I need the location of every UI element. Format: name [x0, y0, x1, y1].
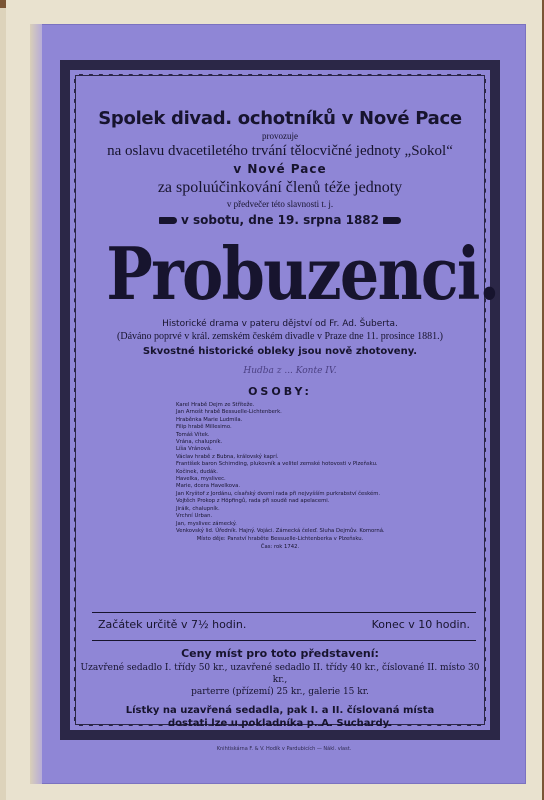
cast-item: Marie, dcera Havelkova.	[176, 483, 241, 490]
cast-item: Havelka, myslivec.	[176, 476, 226, 483]
printer-credit: Knihtiskárna F. & V. Hodík v Pardubicích — Nákl. vlast.	[216, 746, 352, 752]
occasion-text: na oslavu dvacetiletého trvání tělocvičné jednoty „Sokol“	[107, 143, 453, 159]
prices-section	[78, 646, 482, 730]
pointing-hand-right-icon	[383, 217, 401, 224]
divider-top	[92, 612, 476, 613]
cast-item: Venkovský lid. Úředník. Hajný. Vojáci. Zámecká čeleď. Sluha Dejmův. Komorná.	[176, 527, 385, 534]
date-line	[78, 210, 482, 230]
tickets-line-1: Lístky na uzavřená sedadla, pak I. a II. číslovaná místa	[125, 705, 435, 716]
tickets-line-2: dostati lze u pokladníka p. A. Suchardy.	[168, 718, 392, 729]
play-title: Probuzenci.	[106, 231, 499, 316]
play-subtitle: Historické drama v pateru dějství od Fr. Ad. Šuberta.	[162, 319, 398, 329]
cast-item: Karel Hrabě Dejm ze Stříteže.	[176, 402, 255, 408]
cast-item: Jan, myslivec zámecký.	[176, 520, 237, 527]
cast-item: Vrchní Urban.	[176, 513, 213, 520]
prices-line-1: Uzavřené sedadlo I. třídy 50 kr., uzavřené sedadlo II. třídy 40 kr., číslované II. místo 30 kr.,	[80, 663, 480, 685]
cast-heading: OSOBY:	[248, 385, 312, 398]
cast-item: Kočinek, dudák.	[176, 468, 218, 475]
cast-item: Tomáš Vítek.	[176, 431, 210, 438]
handwritten-note: Hudba z ... Konte IV.	[243, 366, 337, 376]
start-time: Začátek určitě v 7½ hodin.	[98, 618, 247, 631]
cast-item: Vrána, chalupník.	[176, 439, 223, 446]
costumes-note: Skvostné historické obleky jsou nově zhotoveny.	[142, 346, 418, 357]
cast-item: Líša Vránová.	[176, 446, 212, 453]
period-text: Čas: rok 1742.	[260, 544, 300, 551]
place-text: v Nové Pace	[233, 162, 327, 176]
prices-heading: Ceny míst pro toto představení:	[181, 647, 379, 660]
society-name: Spolek divad. ochotníků v Nové Pace	[98, 108, 462, 129]
cast-list	[176, 402, 482, 535]
cast-item: František baron Schirnding, plukovník a velitel zemské hotovosti v Plzeňsku.	[176, 461, 378, 468]
eve-text: v předvečer této slavnosti t. j.	[226, 199, 334, 209]
provozuje-text: provozuje	[262, 131, 298, 141]
setting-text: Místo děje: Panství hraběte Bessuelle-Lichtenberka v Plzeňsku.	[196, 536, 364, 543]
end-time: Konec v 10 hodin.	[371, 618, 470, 631]
cooperation-text: za spoluúčinkování členů téže jednoty	[157, 179, 403, 196]
pointing-hand-left-icon	[159, 217, 177, 224]
date-text: v sobotu, dne 19. srpna 1882	[181, 213, 379, 227]
cast-item: Václav hrabě z Bubna, královský kaprí.	[176, 453, 279, 460]
prices-line-2: parterre (přízemí) 25 kr., galerie 15 kr.	[191, 687, 369, 697]
poster-torn-edge	[30, 24, 42, 784]
divider-bottom	[92, 640, 476, 641]
cast-item: Hraběnka Marie Ludmila.	[176, 416, 243, 423]
cast-item: Filip hrabě Millesimo.	[176, 424, 232, 431]
premiere-note: (Dáváno poprvé v král. zemském českém divadle v Praze dne 11. prosince 1881.)	[117, 331, 443, 342]
cast-item: Vojtěch Prokop z Höpfingů, rada při soudě nad apelacemi.	[176, 498, 330, 505]
cast-item: Jan Arnošt hrabě Bessuelle-Lichtenberk.	[176, 409, 282, 416]
cast-item: Jan Kryštof z Jordánu, císařský dvorní rada při nejvyšším purkrabství českém.	[176, 490, 381, 497]
cast-item: Jiráik, chalupník.	[176, 505, 220, 512]
playbill-content	[78, 108, 499, 551]
